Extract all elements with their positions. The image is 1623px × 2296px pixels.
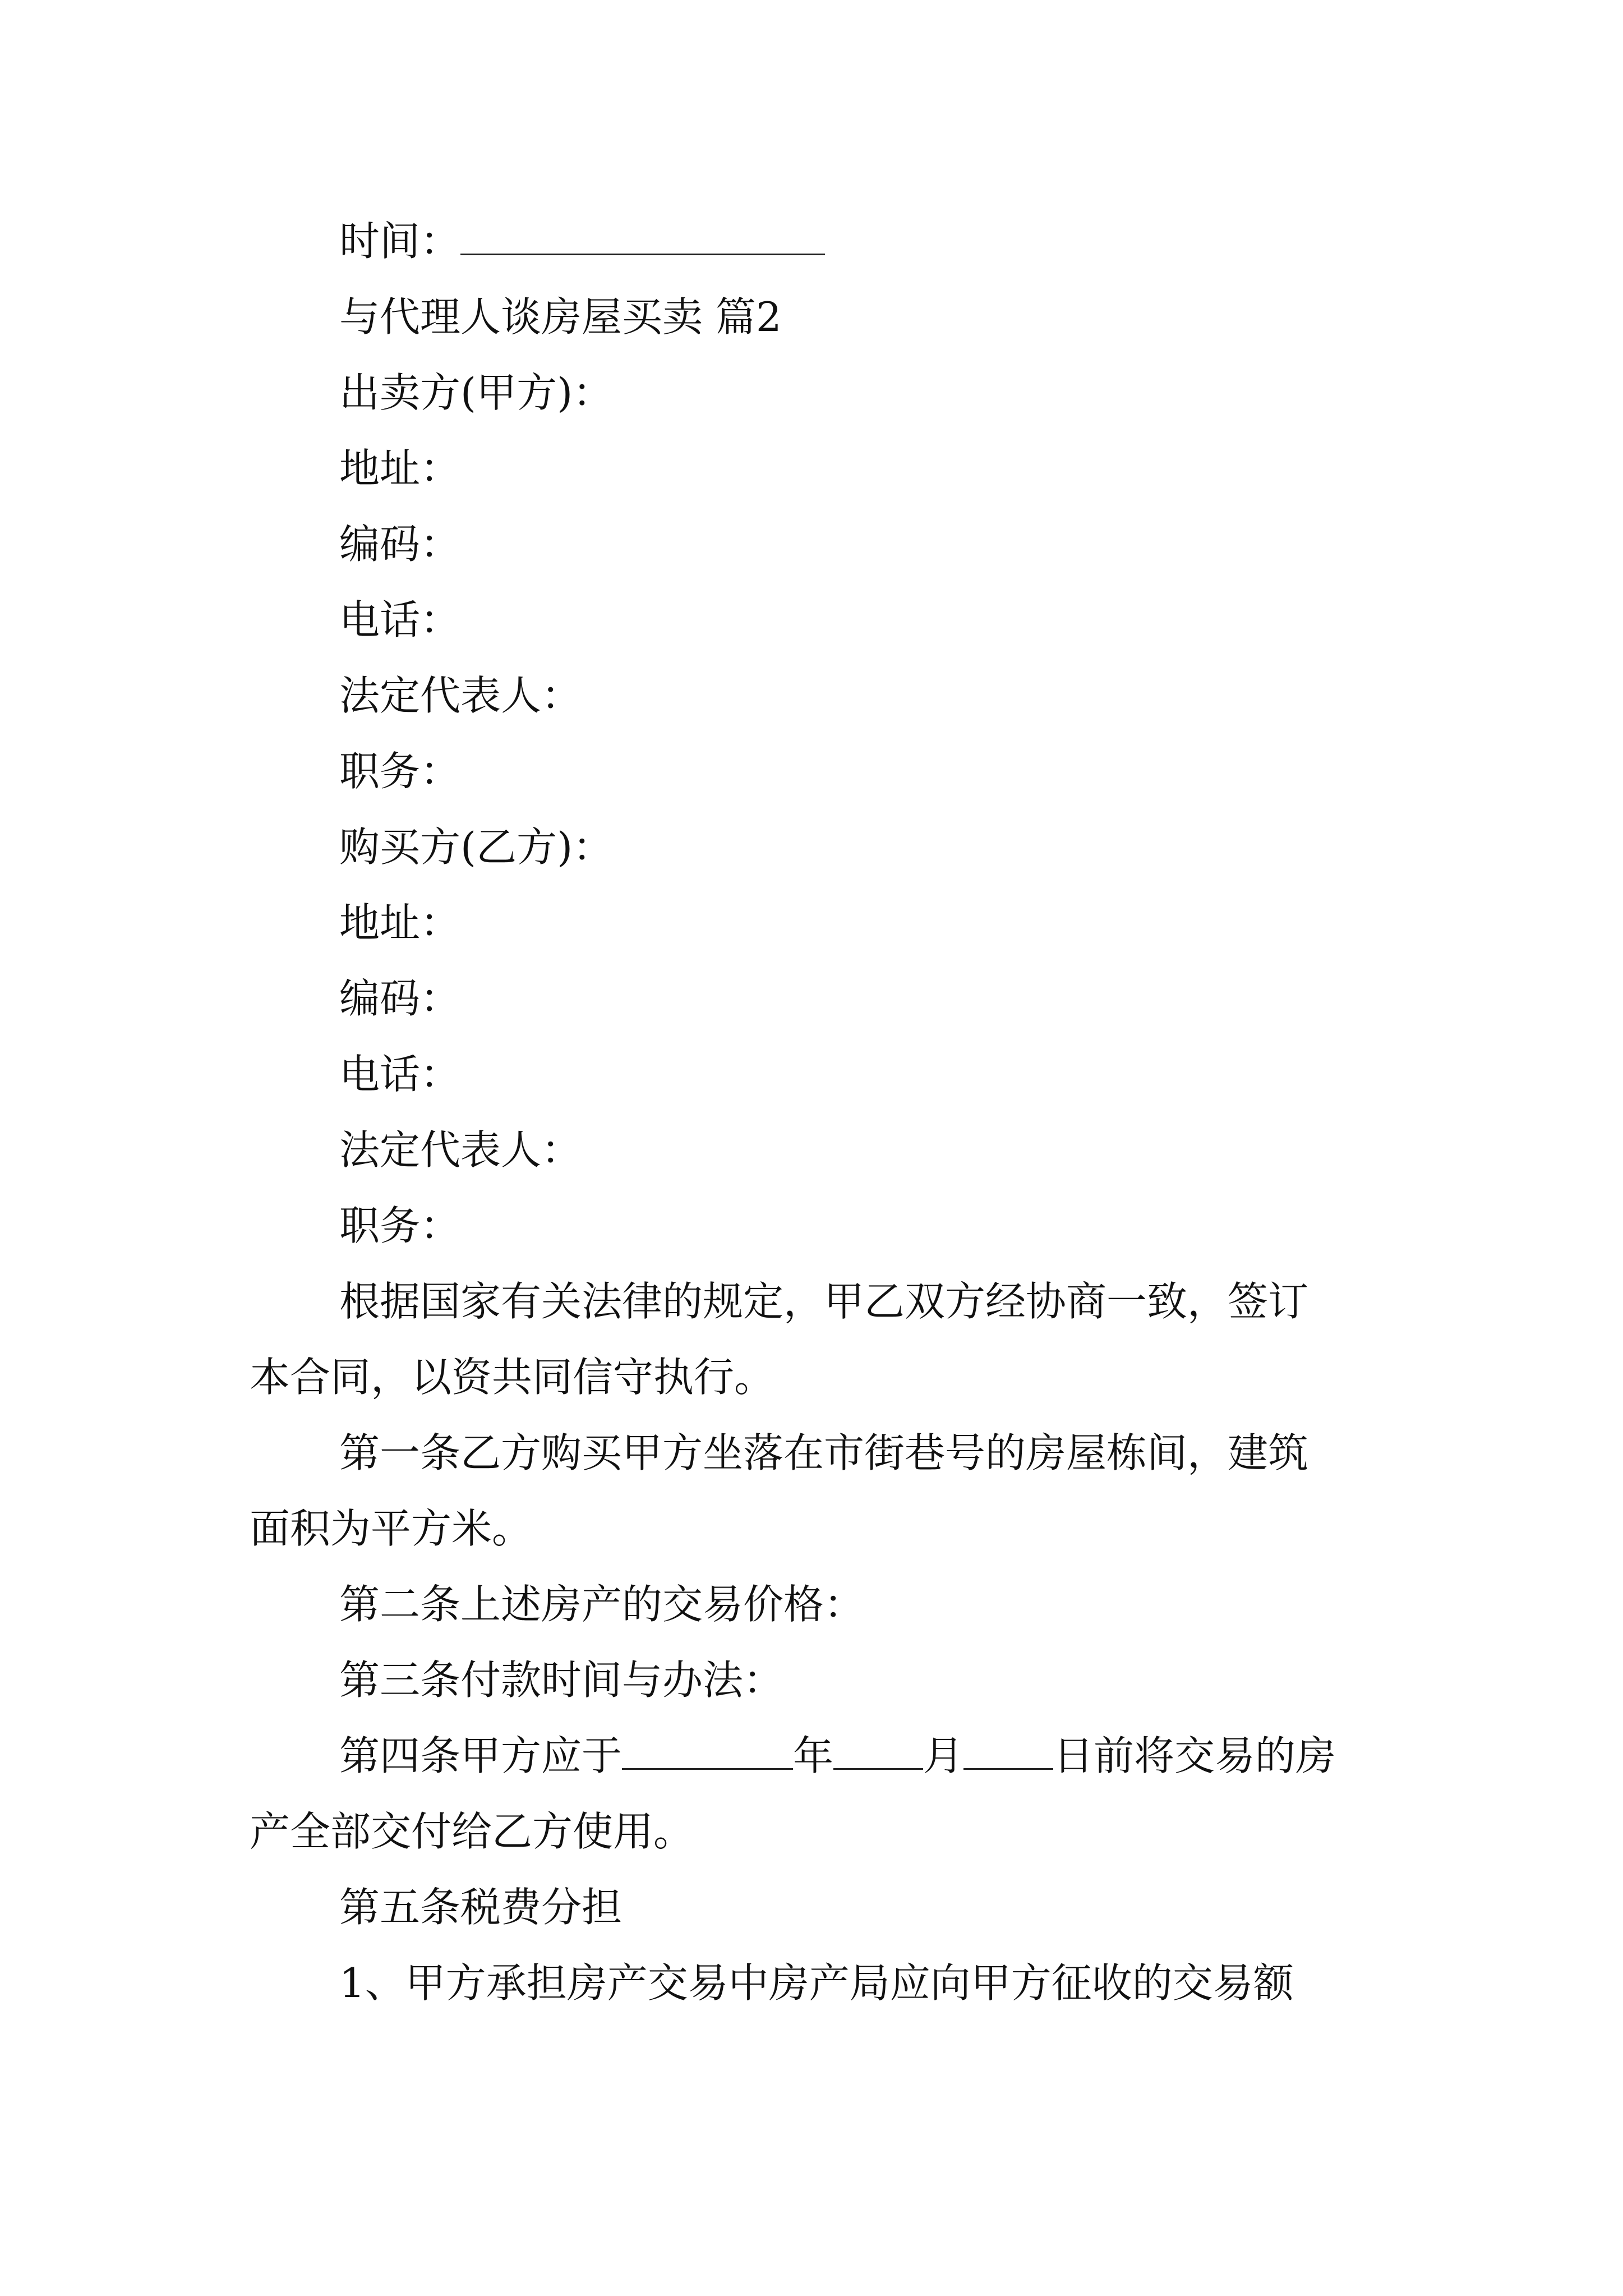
buyer-code-label: 编码： bbox=[339, 975, 461, 1022]
buyer-phone-label: 电话： bbox=[339, 1051, 461, 1098]
seller-address-label: 地址： bbox=[339, 445, 461, 492]
time-line bbox=[339, 216, 825, 266]
article4-day-blank bbox=[963, 1733, 1053, 1770]
article5-item1: 1、甲方承担房产交易中房产局应向甲方征收的交易额 bbox=[339, 1959, 1294, 2007]
article4-line1 bbox=[339, 1731, 1336, 1781]
article4-line2: 产全部交付给乙方使用。 bbox=[250, 1808, 694, 1855]
intro-paragraph-line2: 本合同，以资共同信守执行。 bbox=[250, 1354, 775, 1401]
article4-year-label: 年 bbox=[793, 1732, 834, 1779]
article2: 第二条上述房产的交易价格： bbox=[339, 1581, 865, 1628]
article4-suffix: 日前将交易的房 bbox=[1053, 1732, 1336, 1779]
buyer-position-label: 职务： bbox=[339, 1202, 461, 1249]
intro-paragraph-line1: 根据国家有关法律的规定，甲乙双方经协商一致，签订 bbox=[339, 1278, 1309, 1325]
time-label: 时间： bbox=[339, 218, 461, 265]
seller-code-label: 编码： bbox=[339, 521, 461, 568]
article4-month-blank bbox=[833, 1733, 923, 1770]
article4-year-blank bbox=[622, 1733, 793, 1770]
article1-line2: 面积为平方米。 bbox=[250, 1505, 533, 1552]
seller-title: 出卖方(甲方)： bbox=[339, 369, 614, 416]
article4-month-label: 月 bbox=[923, 1732, 964, 1779]
article3: 第三条付款时间与办法： bbox=[339, 1657, 784, 1704]
buyer-legal-rep-label: 法定代表人： bbox=[339, 1126, 582, 1174]
seller-phone-label: 电话： bbox=[339, 596, 461, 643]
buyer-title: 购买方(乙方)： bbox=[339, 823, 614, 871]
article5-title: 第五条税费分担 bbox=[339, 1884, 623, 1931]
article4-prefix: 第四条甲方应于 bbox=[339, 1732, 623, 1779]
buyer-address-label: 地址： bbox=[339, 899, 461, 946]
article1-line1: 第一条乙方购买甲方坐落在市街巷号的房屋栋间，建筑 bbox=[339, 1429, 1309, 1476]
time-blank bbox=[460, 219, 825, 255]
seller-legal-rep-label: 法定代表人： bbox=[339, 672, 582, 719]
section-heading: 与代理人谈房屋买卖 篇2 bbox=[339, 293, 782, 341]
seller-position-label: 职务： bbox=[339, 748, 461, 795]
